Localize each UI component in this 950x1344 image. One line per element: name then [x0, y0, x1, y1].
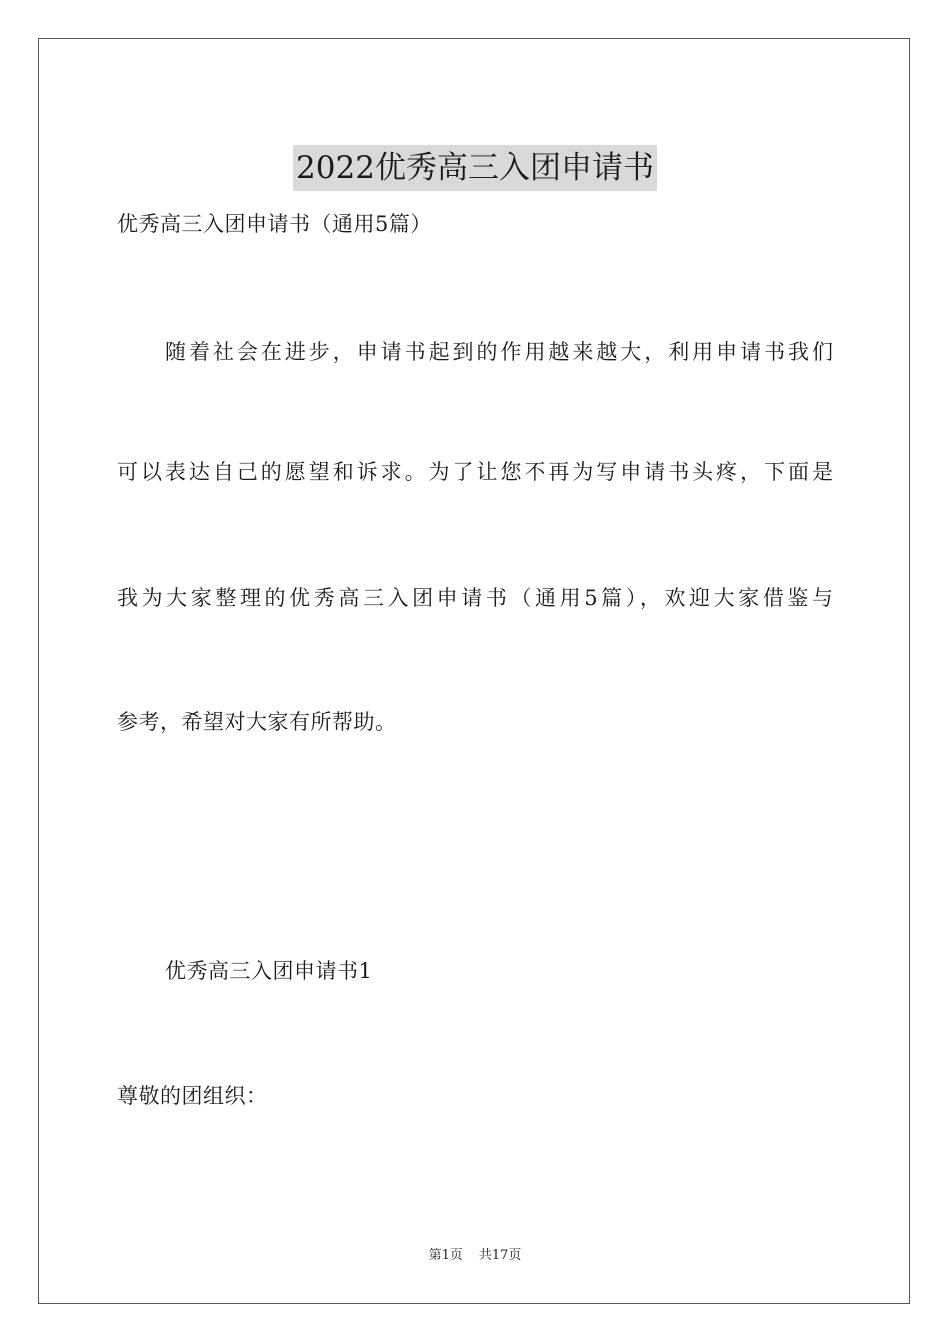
document-title: 2022优秀高三入团申请书 — [293, 145, 657, 191]
page-number-total: 共17页 — [478, 1248, 522, 1263]
intro-line-2: 可以表达自己的愿望和诉求。为了让您不再为写申请书头疼，下面是 — [117, 460, 833, 484]
document-subtitle: 优秀高三入团申请书（通用5篇） — [117, 212, 432, 236]
title-container — [0, 124, 950, 212]
intro-line-4: 参考，希望对大家有所帮助。 — [117, 710, 397, 734]
intro-line-1: 随着社会在进步，申请书起到的作用越来越大，利用申请书我们 — [165, 340, 833, 364]
salutation: 尊敬的团组织： — [117, 1084, 268, 1108]
intro-line-3: 我为大家整理的优秀高三入团申请书（通用5篇），欢迎大家借鉴与 — [117, 586, 833, 610]
page-footer — [0, 1246, 950, 1266]
page-number-current: 第1页 — [428, 1248, 463, 1263]
section-heading: 优秀高三入团申请书1 — [165, 959, 373, 983]
